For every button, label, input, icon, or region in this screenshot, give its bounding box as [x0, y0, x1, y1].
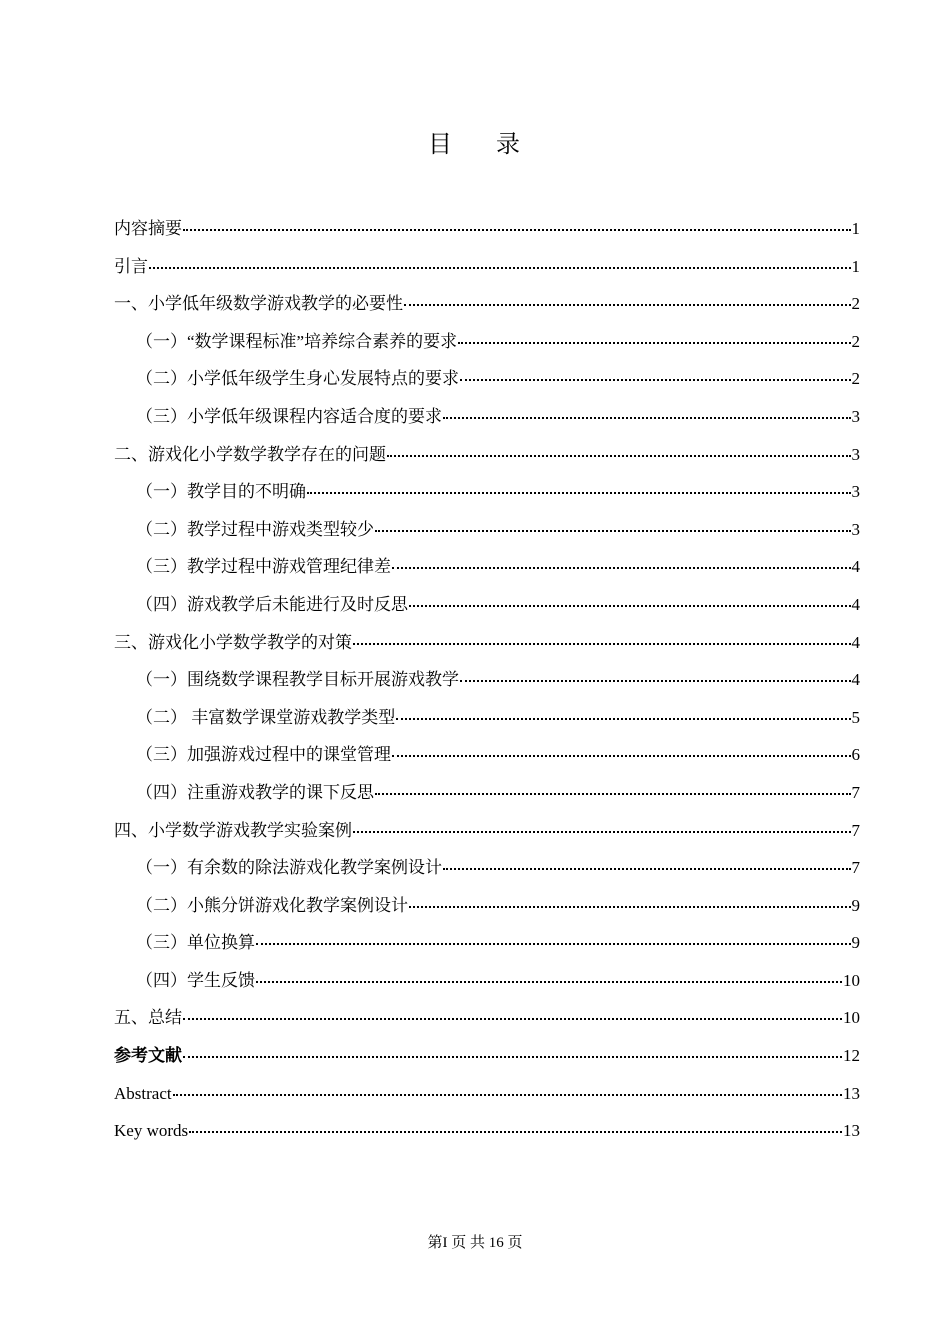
dot-leader — [443, 417, 851, 419]
toc-entry-page-number: 10 — [843, 970, 860, 990]
toc-entry[interactable] — [114, 999, 860, 1037]
toc-entry-label: 参考文献 — [114, 1046, 182, 1066]
toc-entry-label: （三）教学过程中游戏管理纪律差 — [136, 557, 391, 577]
toc-entry-label: Key words — [114, 1121, 189, 1141]
toc-entry-label: （三）单位换算 — [136, 933, 255, 953]
toc-entry[interactable] — [114, 962, 860, 1000]
dot-leader — [460, 680, 851, 682]
dot-leader — [189, 1131, 842, 1133]
dot-leader — [392, 755, 851, 757]
toc-entry[interactable] — [114, 774, 860, 812]
title-char-1: 目 — [428, 132, 454, 158]
toc-entry-label: （二）小熊分饼游戏化教学案例设计 — [136, 895, 408, 915]
toc-entry[interactable] — [114, 1075, 860, 1113]
toc-entry-page-number: 3 — [851, 444, 860, 464]
dot-leader — [307, 492, 851, 494]
toc-entry-page-number: 7 — [851, 782, 860, 802]
toc-entry-page-number: 3 — [851, 519, 860, 539]
toc-entry-label: 三、游戏化小学数学教学的对策 — [114, 632, 352, 652]
toc-entry[interactable] — [114, 323, 860, 361]
dot-leader — [173, 1094, 842, 1096]
dot-leader — [404, 304, 851, 306]
dot-leader — [183, 229, 851, 231]
toc-entry[interactable] — [114, 1112, 860, 1150]
toc-entry-label: （一）有余数的除法游戏化教学案例设计 — [136, 858, 442, 878]
toc-entry[interactable] — [114, 210, 860, 248]
page-title — [0, 124, 950, 159]
toc-entry-label: （一）“数学课程标准”培养综合素养的要求 — [136, 331, 458, 351]
dot-leader — [409, 906, 851, 908]
toc-entry-page-number: 2 — [851, 294, 860, 314]
title-char-2: 录 — [496, 132, 522, 158]
toc-entry[interactable] — [114, 360, 860, 398]
toc-entry[interactable] — [114, 285, 860, 323]
toc-entry-page-number: 1 — [851, 219, 860, 238]
toc-entry-page-number: 13 — [843, 1083, 860, 1103]
dot-leader — [409, 605, 851, 607]
toc-entry[interactable] — [114, 248, 860, 286]
dot-leader — [183, 1018, 842, 1020]
dot-leader — [458, 342, 850, 344]
toc-entry[interactable] — [114, 812, 860, 850]
toc-entry-label: 引言 — [114, 256, 148, 276]
dot-leader — [183, 1056, 842, 1058]
toc-entry-label: 五、总结 — [114, 1008, 182, 1028]
toc-entry[interactable] — [114, 736, 860, 774]
dot-leader — [375, 793, 851, 795]
toc-entry-label: 内容摘要 — [114, 219, 182, 238]
toc-entry[interactable] — [114, 661, 860, 699]
toc-entry-page-number: 4 — [851, 632, 860, 652]
dot-leader — [387, 455, 851, 457]
dot-leader — [460, 379, 851, 381]
toc-entry-label: Abstract — [114, 1083, 172, 1103]
toc-entry-label: （四）学生反馈 — [136, 970, 255, 990]
toc-entry[interactable] — [114, 548, 860, 586]
dot-leader — [375, 530, 851, 532]
dot-leader — [149, 267, 851, 269]
toc-entry-page-number: 10 — [843, 1008, 860, 1028]
toc-entry[interactable] — [114, 624, 860, 662]
toc-entry-label: （四）注重游戏教学的课下反思 — [136, 782, 374, 802]
toc-entry-page-number: 2 — [851, 369, 860, 389]
toc-entry-label: 二、游戏化小学数学教学存在的问题 — [114, 444, 386, 464]
page-footer: 第I 页 共 16 页 — [427, 1235, 523, 1251]
toc-entry[interactable] — [114, 436, 860, 474]
toc-entry-page-number: 9 — [851, 895, 860, 915]
toc-entry-label: （三）加强游戏过程中的课堂管理 — [136, 745, 391, 765]
dot-leader — [353, 643, 851, 645]
toc-entry-page-number: 7 — [851, 820, 860, 840]
dot-leader — [256, 943, 851, 945]
toc-entry[interactable] — [114, 511, 860, 549]
dot-leader — [353, 831, 851, 833]
toc-entry-page-number: 7 — [851, 858, 860, 878]
toc-entry-page-number: 1 — [851, 256, 860, 276]
toc-entry-label: （三）小学低年级课程内容适合度的要求 — [136, 406, 442, 426]
toc-entry-label: （二）教学过程中游戏类型较少 — [136, 519, 374, 539]
toc-entry-page-number: 5 — [851, 707, 860, 727]
toc-entry-page-number: 2 — [851, 331, 860, 351]
toc-entry-page-number: 4 — [851, 670, 860, 690]
toc-entry[interactable] — [114, 887, 860, 925]
toc-entry[interactable] — [114, 924, 860, 962]
toc-entry-page-number: 6 — [851, 745, 860, 765]
toc-entry[interactable] — [114, 699, 860, 737]
toc-entry-label: （一）围绕数学课程教学目标开展游戏教学 — [136, 670, 459, 690]
toc-entry[interactable] — [114, 398, 860, 436]
toc-entry-label: （一）教学目的不明确 — [136, 482, 306, 502]
toc-entry-page-number: 4 — [851, 594, 860, 614]
toc-entry[interactable] — [114, 586, 860, 624]
toc-entry-page-number: 12 — [843, 1046, 860, 1066]
table-of-contents — [114, 210, 860, 1150]
dot-leader — [396, 718, 850, 720]
dot-leader — [443, 868, 851, 870]
dot-leader — [392, 567, 851, 569]
toc-entry-label: 一、小学低年级数学游戏教学的必要性 — [114, 294, 403, 314]
toc-entry-label: 四、小学数学游戏教学实验案例 — [114, 820, 352, 840]
toc-entry-page-number: 3 — [851, 482, 860, 502]
toc-entry-page-number: 4 — [851, 557, 860, 577]
dot-leader — [256, 981, 842, 983]
toc-entry-page-number: 13 — [843, 1121, 860, 1141]
toc-entry-label: （二）小学低年级学生身心发展特点的要求 — [136, 369, 459, 389]
toc-entry-page-number: 3 — [851, 406, 860, 426]
toc-entry-label: （二） 丰富数学课堂游戏教学类型 — [136, 707, 396, 727]
toc-entry[interactable] — [114, 473, 860, 511]
toc-entry-page-number: 9 — [851, 933, 860, 953]
toc-entry[interactable] — [114, 849, 860, 887]
toc-entry[interactable] — [114, 1037, 860, 1075]
toc-entry-label: （四）游戏教学后未能进行及时反思 — [136, 594, 408, 614]
